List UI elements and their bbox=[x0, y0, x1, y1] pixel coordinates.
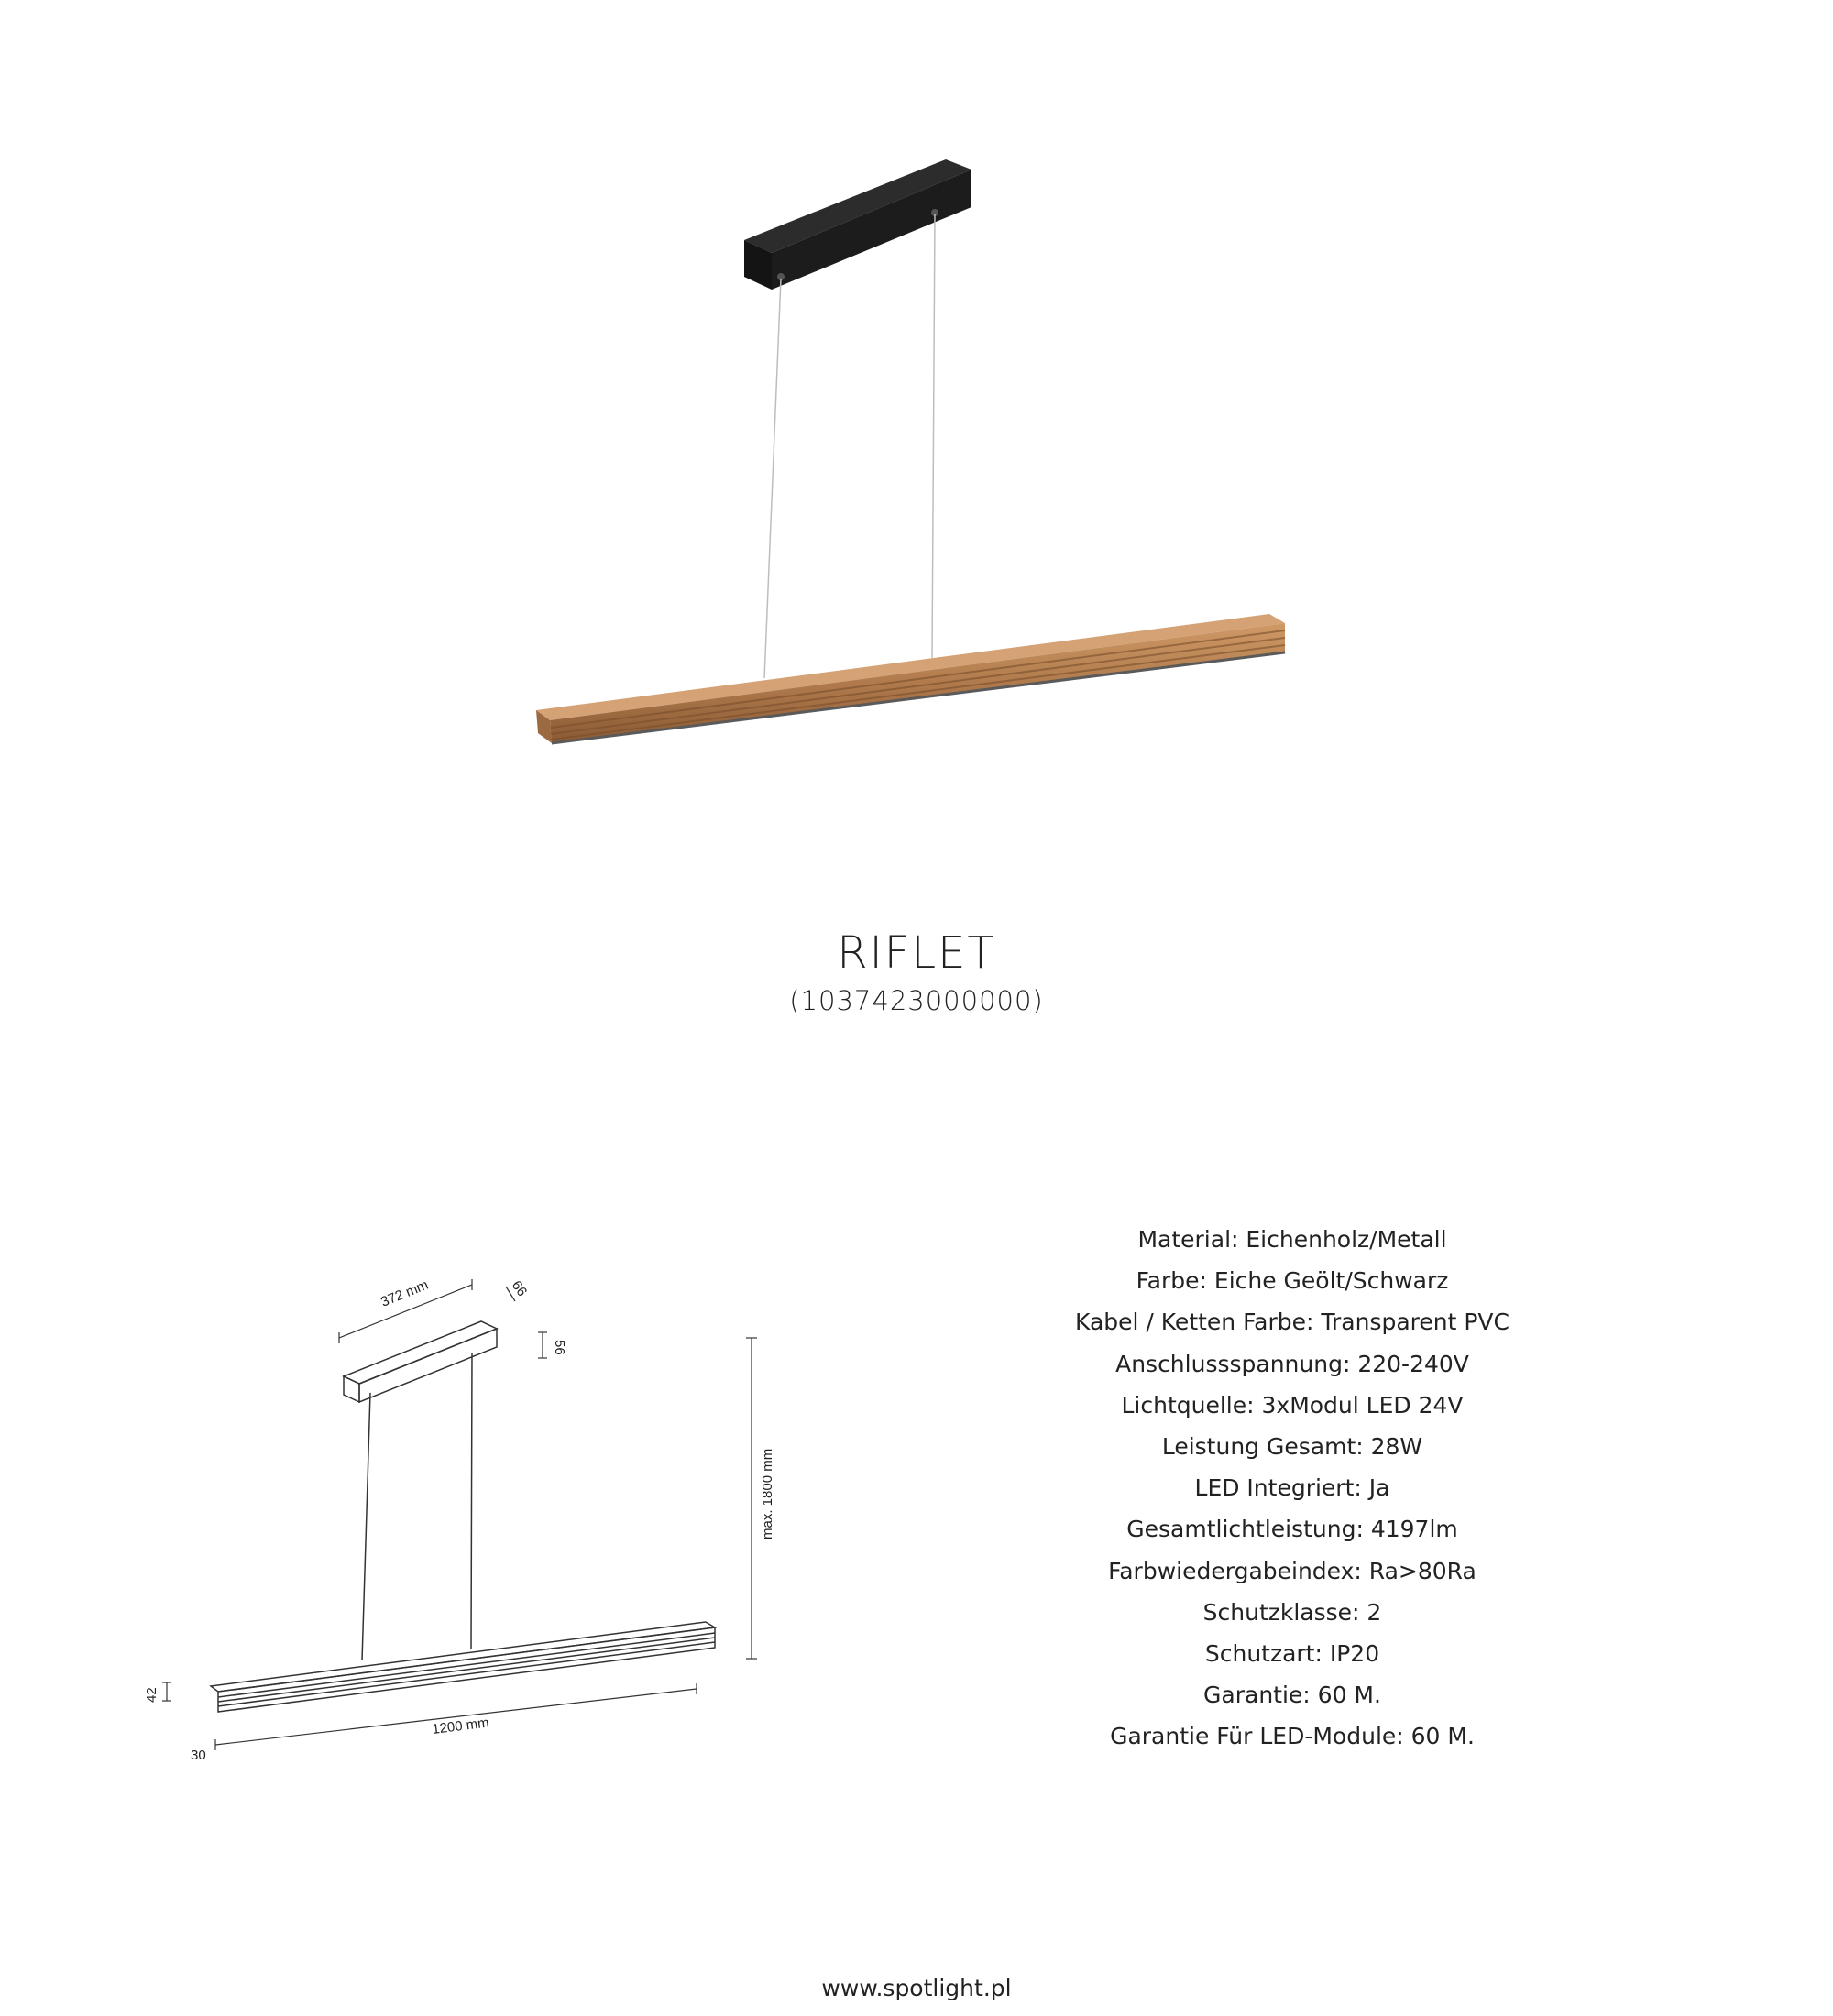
dim-bar-height: 42 bbox=[144, 1687, 159, 1703]
product-photo bbox=[0, 0, 1833, 825]
spec-item: Lichtquelle: 3xModul LED 24V bbox=[1121, 1391, 1464, 1419]
drawing-cables bbox=[362, 1353, 472, 1660]
dimension-lines bbox=[162, 1276, 757, 1750]
spec-item: Leistung Gesamt: 28W bbox=[1161, 1433, 1423, 1461]
canopy-mount bbox=[744, 159, 971, 290]
spec-item: Garantie: 60 M. bbox=[1203, 1682, 1381, 1709]
spec-item: Farbwiedergabeindex: Ra>80Ra bbox=[1108, 1557, 1476, 1584]
dim-canopy-length: 372 mm bbox=[379, 1276, 431, 1310]
spec-item: Schutzklasse: 2 bbox=[1202, 1598, 1382, 1626]
spec-list bbox=[971, 1219, 1613, 1758]
footer-url: www.spotlight.pl bbox=[821, 1975, 1012, 2001]
wooden-lamp-bar bbox=[536, 614, 1285, 743]
product-name: RIFLET bbox=[837, 927, 996, 979]
spec-item: Farbe: Eiche Geölt/Schwarz bbox=[1136, 1267, 1449, 1295]
spec-item: Kabel / Ketten Farbe: Transparent PVC bbox=[1075, 1309, 1509, 1336]
dim-canopy-height: 56 bbox=[552, 1340, 567, 1355]
spec-item: Anschlussspannung: 220-240V bbox=[1115, 1350, 1469, 1377]
drawing-canopy bbox=[344, 1321, 497, 1402]
dim-max-height: max. 1800 mm bbox=[760, 1448, 775, 1539]
title-block bbox=[0, 926, 1833, 1019]
spec-item: Garantie Für LED-Module: 60 M. bbox=[1110, 1723, 1475, 1750]
technical-drawing bbox=[137, 1265, 825, 1778]
spec-item: Gesamtlichtleistung: 4197lm bbox=[1126, 1516, 1458, 1543]
spec-item: LED Integriert: Ja bbox=[1194, 1474, 1390, 1502]
spec-item: Schutzart: IP20 bbox=[1204, 1640, 1380, 1668]
dim-bar-length: 1200 mm bbox=[431, 1715, 490, 1737]
spec-item: Material: Eichenholz/Metall bbox=[1137, 1226, 1447, 1253]
dim-canopy-depth: 66 bbox=[508, 1277, 531, 1299]
drawing-bar bbox=[211, 1622, 715, 1712]
dim-bar-depth: 30 bbox=[191, 1748, 206, 1763]
suspension-cables bbox=[764, 214, 935, 678]
product-code: (1037423000000) bbox=[789, 985, 1044, 1016]
